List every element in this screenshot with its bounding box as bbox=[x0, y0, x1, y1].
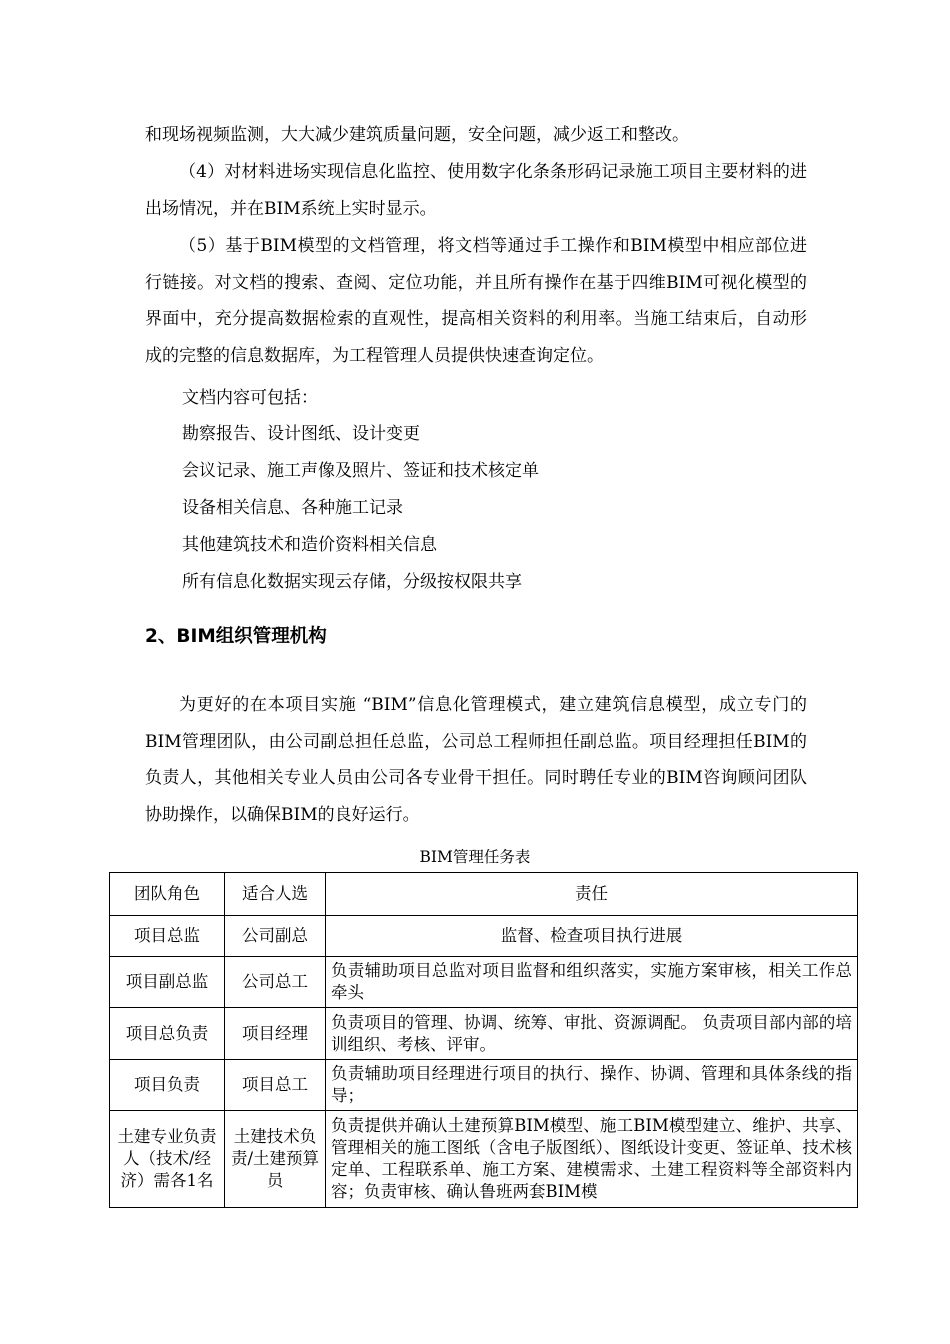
doc-list-item: 勘察报告、设计图纸、设计变更 bbox=[182, 424, 420, 444]
cell-role: 项目总监 bbox=[110, 916, 225, 957]
cell-person: 项目经理 bbox=[225, 1008, 326, 1060]
doc-list-item: 设备相关信息、各种施工记录 bbox=[182, 498, 403, 518]
cell-responsibility: 负责辅助项目总监对项目监督和组织落实，实施方案审核，相关工作总牵头 bbox=[326, 957, 858, 1008]
table-row bbox=[110, 916, 858, 957]
header-role: 团队角色 bbox=[110, 873, 225, 916]
doc-list-item: 其他建筑技术和造价资料相关信息 bbox=[182, 535, 437, 555]
cell-role: 土建专业负责人（技术/经济）需各1名 bbox=[110, 1111, 225, 1208]
cell-responsibility: 负责辅助项目经理进行项目的执行、操作、协调、管理和具体条线的指导； bbox=[326, 1060, 858, 1111]
cell-role: 项目总负责 bbox=[110, 1008, 225, 1060]
table-caption: BIM管理任务表 bbox=[419, 848, 531, 866]
paragraph-item-4: （4）对材料进场实现信息化监控、使用数字化条条形码记录施工项目主要材料的进出场情况，并在BIM系统上实时显示。 bbox=[145, 162, 807, 219]
table-row bbox=[110, 957, 858, 1008]
table-row bbox=[110, 1008, 858, 1060]
bim-task-table bbox=[109, 872, 858, 1208]
cell-responsibility: 监督、检查项目执行进展 bbox=[326, 916, 858, 957]
section-body: 为更好的在本项目实施 “BIM”信息化管理模式，建立建筑信息模型，成立专门的BIM管理团队，由公司副总担任总监，公司总工程师担任副总监。项目经理担任BIM的负责人，其他相关专业人员由公司各专业骨干担任。同时聘任专业的BIM咨询顾问团队协助操作，以确保BIM的良好运行。 bbox=[145, 695, 807, 825]
cell-person: 土建技术负责/土建预算员 bbox=[225, 1111, 326, 1208]
cell-responsibility: 负责项目的管理、协调、统筹、审批、资源调配。 负责项目部内部的培训组织、考核、评审。 bbox=[326, 1008, 858, 1060]
paragraph-continuation: 和现场视频监测，大大减少建筑质量问题，安全问题，减少返工和整改。 bbox=[145, 125, 689, 145]
cell-role: 项目副总监 bbox=[110, 957, 225, 1008]
cell-role: 项目负责 bbox=[110, 1060, 225, 1111]
table-header-row bbox=[110, 873, 858, 916]
table-row bbox=[110, 1111, 858, 1208]
doc-list-item: 会议记录、施工声像及照片、签证和技术核定单 bbox=[182, 461, 539, 481]
doc-list-intro: 文档内容可包括： bbox=[182, 388, 318, 408]
doc-list-item: 所有信息化数据实现云存储，分级按权限共享 bbox=[182, 572, 522, 592]
header-person: 适合人选 bbox=[225, 873, 326, 916]
cell-responsibility: 负责提供并确认土建预算BIM模型、施工BIM模型建立、维护、共享、管理相关的施工图纸（含电子版图纸）、图纸设计变更、签证单、技术核定单、工程联系单、施工方案、建模需求、土建工程资料等全部资料内容；负责审核、确认鲁班两套BIM模 bbox=[326, 1111, 858, 1208]
table-row bbox=[110, 1060, 858, 1111]
cell-person: 项目总工 bbox=[225, 1060, 326, 1111]
paragraph-item-5: （5）基于BIM模型的文档管理，将文档等通过手工操作和BIM模型中相应部位进行链接。对文档的搜索、查阅、定位功能，并且所有操作在基于四维BIM可视化模型的界面中，充分提高数据检索的直观性，提高相关资料的利用率。当施工结束后，自动形成的完整的信息数据库，为工程管理人员提供快速查询定位。 bbox=[145, 236, 807, 366]
cell-person: 公司副总 bbox=[225, 916, 326, 957]
cell-person: 公司总工 bbox=[225, 957, 326, 1008]
section-heading: 2、BIM组织管理机构 bbox=[145, 626, 327, 647]
header-responsibility: 责任 bbox=[326, 873, 858, 916]
